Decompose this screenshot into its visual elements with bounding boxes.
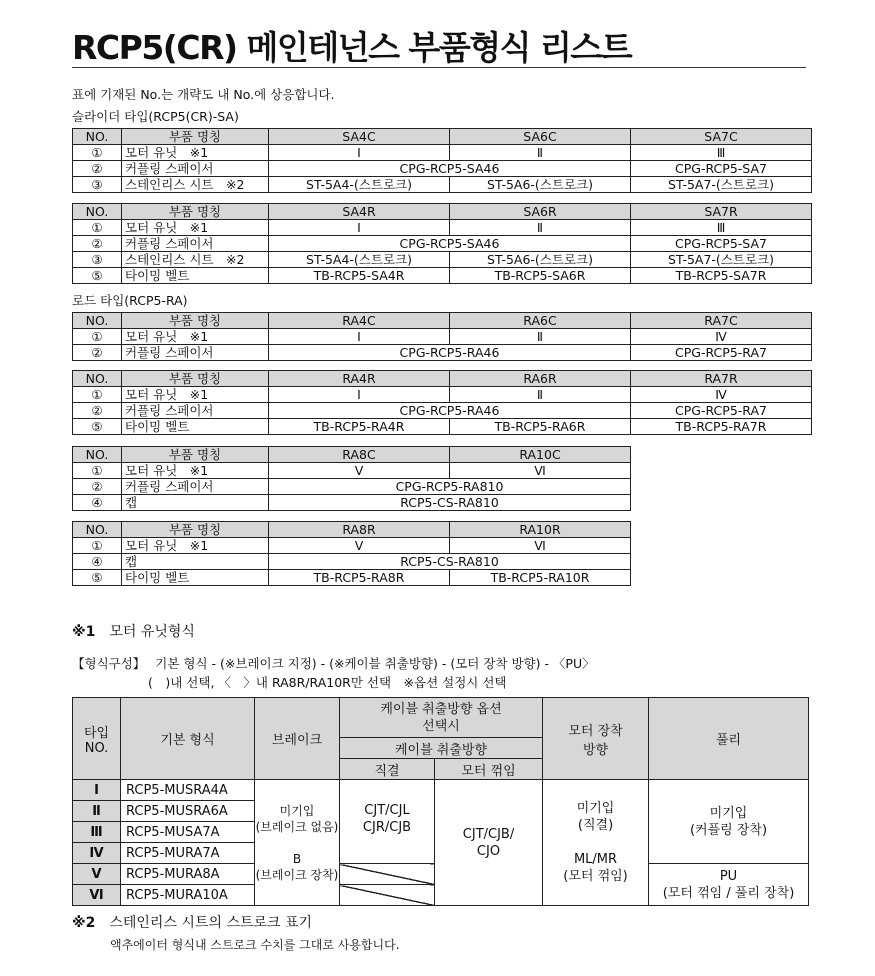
col-header-no: NO. bbox=[73, 313, 122, 329]
parts-table bbox=[72, 312, 812, 361]
group-label-rod: 로드 타입(RCP5-RA) bbox=[72, 293, 188, 308]
config-formula: 기본 형식 - (※브레이크 지정) - (※케이블 취출방향) - (모터 장착 방향) - 〈PU〉 bbox=[155, 656, 595, 671]
part-name: 캡 bbox=[122, 554, 269, 570]
pulley-pu-cell: PU (모터 꺾임 / 풀리 장착) bbox=[649, 864, 809, 906]
part-code: TB-RCP5-RA6R bbox=[450, 419, 631, 435]
part-name: 스테인리스 시트 ※2 bbox=[122, 252, 269, 268]
config-label: 【형식구성】 bbox=[72, 656, 146, 671]
row-number: ① bbox=[73, 463, 122, 479]
part-code: ST-5A7-(스트로크) bbox=[631, 177, 812, 193]
part-name: 커플링 스페이서 bbox=[122, 479, 269, 495]
row-number: ② bbox=[73, 161, 122, 177]
col-header-model: RA10C bbox=[450, 447, 631, 463]
basic-model: RCP5-MUSRA4A bbox=[121, 780, 255, 801]
type-no: Ⅲ bbox=[73, 822, 121, 843]
motor-mark: ※1 bbox=[72, 624, 96, 640]
part-code: Ⅱ bbox=[450, 329, 631, 345]
row-number: ① bbox=[73, 220, 122, 236]
row-number: ④ bbox=[73, 554, 122, 570]
part-code: Ⅳ bbox=[631, 329, 812, 345]
table-row bbox=[73, 145, 812, 161]
parts-table bbox=[72, 370, 812, 435]
table-row bbox=[73, 479, 631, 495]
col-header-part-name: 부품 명칭 bbox=[122, 371, 269, 387]
part-code: CPG-RCP5-RA46 bbox=[269, 403, 631, 419]
part-code: Ⅰ bbox=[269, 220, 450, 236]
part-code: Ⅰ bbox=[269, 145, 450, 161]
part-name: 커플링 스페이서 bbox=[122, 236, 269, 252]
basic-model: RCP5-MUSRA6A bbox=[121, 801, 255, 822]
hdr-folded: 모터 꺾임 bbox=[435, 759, 543, 780]
type-no: Ⅱ bbox=[73, 801, 121, 822]
part-name: 모터 유닛 ※1 bbox=[122, 145, 269, 161]
part-code: Ⅴ bbox=[269, 538, 450, 554]
type-no: Ⅰ bbox=[73, 780, 121, 801]
table-row bbox=[73, 220, 812, 236]
hdr-type-no: 타입 NO. bbox=[73, 698, 121, 780]
col-header-no: NO. bbox=[73, 522, 122, 538]
part-name: 모터 유닛 ※1 bbox=[122, 463, 269, 479]
sheet-mark: ※2 bbox=[72, 915, 96, 931]
table-row bbox=[73, 345, 812, 361]
row-number: ⑤ bbox=[73, 419, 122, 435]
part-code: ST-5A4-(스트로크) bbox=[269, 177, 450, 193]
basic-model: RCP5-MURA7A bbox=[121, 843, 255, 864]
page-title: RCP5(CR) 메인테넌스 부품형식 리스트 bbox=[72, 28, 632, 67]
part-name: 캡 bbox=[122, 495, 269, 511]
part-name: 모터 유닛 ※1 bbox=[122, 387, 269, 403]
col-header-model: RA8R bbox=[269, 522, 450, 538]
parts-table bbox=[72, 521, 631, 586]
col-header-model: RA7R bbox=[631, 371, 812, 387]
part-code: CPG-RCP5-SA7 bbox=[631, 236, 812, 252]
col-header-model: SA7C bbox=[631, 129, 812, 145]
part-code: Ⅵ bbox=[450, 463, 631, 479]
row-number: ② bbox=[73, 236, 122, 252]
part-code: TB-RCP5-RA7R bbox=[631, 419, 812, 435]
part-name: 모터 유닛 ※1 bbox=[122, 329, 269, 345]
part-code: CPG-RCP5-RA46 bbox=[269, 345, 631, 361]
table-row bbox=[73, 495, 631, 511]
part-code: Ⅳ bbox=[631, 387, 812, 403]
table-row bbox=[73, 554, 631, 570]
col-header-no: NO. bbox=[73, 371, 122, 387]
col-header-model: SA7R bbox=[631, 204, 812, 220]
row-number: ① bbox=[73, 145, 122, 161]
part-name: 커플링 스페이서 bbox=[122, 403, 269, 419]
col-header-no: NO. bbox=[73, 204, 122, 220]
table-row bbox=[73, 570, 631, 586]
hdr-pulley: 풀리 bbox=[649, 698, 809, 780]
part-name: 커플링 스페이서 bbox=[122, 345, 269, 361]
part-code: Ⅱ bbox=[450, 145, 631, 161]
not-applicable-cell bbox=[340, 885, 435, 906]
col-header-model: RA4R bbox=[269, 371, 450, 387]
part-name: 모터 유닛 ※1 bbox=[122, 538, 269, 554]
part-code: Ⅴ bbox=[269, 463, 450, 479]
part-code: CPG-RCP5-SA46 bbox=[269, 236, 631, 252]
sheet-section-title: 스테인리스 시트의 스트로크 표기 bbox=[109, 915, 313, 931]
motor-section-title: 모터 유닛형식 bbox=[109, 624, 195, 640]
part-name: 모터 유닛 ※1 bbox=[122, 220, 269, 236]
part-name: 타이밍 벨트 bbox=[122, 419, 269, 435]
row-number: ⑤ bbox=[73, 268, 122, 284]
motor-section-heading bbox=[72, 621, 195, 641]
table-row bbox=[73, 538, 631, 554]
table-row bbox=[73, 236, 812, 252]
mount-cell: 미기입 (직결) ML/MR (모터 꺾임) bbox=[543, 780, 649, 906]
col-header-no: NO. bbox=[73, 129, 122, 145]
row-number: ② bbox=[73, 345, 122, 361]
row-number: ② bbox=[73, 479, 122, 495]
part-code: CPG-RCP5-RA810 bbox=[269, 479, 631, 495]
part-code: ST-5A4-(스트로크) bbox=[269, 252, 450, 268]
row-number: ① bbox=[73, 538, 122, 554]
row-number: ③ bbox=[73, 177, 122, 193]
straight-cell: CJT/CJL CJR/CJB bbox=[340, 780, 435, 864]
col-header-part-name: 부품 명칭 bbox=[122, 129, 269, 145]
row-number: ① bbox=[73, 387, 122, 403]
col-header-model: RA6C bbox=[450, 313, 631, 329]
part-code: TB-RCP5-SA7R bbox=[631, 268, 812, 284]
col-header-no: NO. bbox=[73, 447, 122, 463]
hdr-cable-option: 케이블 취출방향 옵션 선택시 bbox=[340, 698, 543, 738]
part-code: CPG-RCP5-SA46 bbox=[269, 161, 631, 177]
part-code: Ⅵ bbox=[450, 538, 631, 554]
parts-table bbox=[72, 446, 631, 511]
type-no: Ⅳ bbox=[73, 843, 121, 864]
type-no: Ⅴ bbox=[73, 864, 121, 885]
part-code: TB-RCP5-RA10R bbox=[450, 570, 631, 586]
row-number: ② bbox=[73, 403, 122, 419]
part-code: ST-5A6-(스트로크) bbox=[450, 252, 631, 268]
col-header-model: RA6R bbox=[450, 371, 631, 387]
row-number: ① bbox=[73, 329, 122, 345]
title-divider bbox=[72, 67, 806, 68]
col-header-model: SA4C bbox=[269, 129, 450, 145]
table-row bbox=[73, 463, 631, 479]
basic-model: RCP5-MURA10A bbox=[121, 885, 255, 906]
part-code: Ⅲ bbox=[631, 145, 812, 161]
col-header-model: SA4R bbox=[269, 204, 450, 220]
col-header-part-name: 부품 명칭 bbox=[122, 522, 269, 538]
part-name: 타이밍 벨트 bbox=[122, 570, 269, 586]
part-code: CPG-RCP5-SA7 bbox=[631, 161, 812, 177]
basic-model: RCP5-MUSA7A bbox=[121, 822, 255, 843]
col-header-model: SA6R bbox=[450, 204, 631, 220]
hdr-cable-dir: 케이블 취출방향 bbox=[340, 738, 543, 759]
part-code: Ⅰ bbox=[269, 329, 450, 345]
parts-table bbox=[72, 203, 812, 284]
parts-table bbox=[72, 128, 812, 193]
col-header-model: RA4C bbox=[269, 313, 450, 329]
table-row bbox=[73, 419, 812, 435]
part-code: ST-5A7-(스트로크) bbox=[631, 252, 812, 268]
col-header-part-name: 부품 명칭 bbox=[122, 447, 269, 463]
folded-cell: CJT/CJB/ CJO bbox=[435, 780, 543, 906]
part-code: CPG-RCP5-RA7 bbox=[631, 345, 812, 361]
col-header-model: RA10R bbox=[450, 522, 631, 538]
part-name: 스테인리스 시트 ※2 bbox=[122, 177, 269, 193]
part-name: 커플링 스페이서 bbox=[122, 161, 269, 177]
sheet-section-heading bbox=[72, 912, 312, 932]
hdr-straight: 직결 bbox=[340, 759, 435, 780]
brake-cell: 미기입 (브레이크 없음) B (브레이크 장착) bbox=[255, 780, 340, 906]
table-row bbox=[73, 403, 812, 419]
part-code: Ⅱ bbox=[450, 387, 631, 403]
basic-model: RCP5-MURA8A bbox=[121, 864, 255, 885]
table-row bbox=[73, 252, 812, 268]
table-row bbox=[73, 387, 812, 403]
part-code: TB-RCP5-SA6R bbox=[450, 268, 631, 284]
col-header-part-name: 부품 명칭 bbox=[122, 313, 269, 329]
hdr-brake: 브레이크 bbox=[255, 698, 340, 780]
table-row bbox=[73, 177, 812, 193]
config-line-1 bbox=[72, 654, 595, 672]
col-header-model: SA6C bbox=[450, 129, 631, 145]
part-code: TB-RCP5-RA4R bbox=[269, 419, 450, 435]
table-row bbox=[73, 161, 812, 177]
part-code: Ⅰ bbox=[269, 387, 450, 403]
not-applicable-cell bbox=[340, 864, 435, 885]
group-label-slider: 슬라이더 타입(RCP5(CR)-SA) bbox=[72, 109, 239, 124]
row-number: ④ bbox=[73, 495, 122, 511]
hdr-mount: 모터 장착 방향 bbox=[543, 698, 649, 780]
col-header-model: RA8C bbox=[269, 447, 450, 463]
table-row bbox=[73, 268, 812, 284]
motor-unit-table bbox=[72, 697, 809, 906]
hdr-basic: 기본 형식 bbox=[121, 698, 255, 780]
table-row bbox=[73, 329, 812, 345]
pulley-none-cell: 미기입 (커플링 장착) bbox=[649, 780, 809, 864]
part-code: TB-RCP5-SA4R bbox=[269, 268, 450, 284]
col-header-part-name: 부품 명칭 bbox=[122, 204, 269, 220]
part-code: RCP5-CS-RA810 bbox=[269, 495, 631, 511]
part-code: RCP5-CS-RA810 bbox=[269, 554, 631, 570]
sheet-desc: 액추에이터 형식내 스트로크 수치를 그대로 사용합니다. bbox=[110, 938, 400, 952]
part-code: CPG-RCP5-RA7 bbox=[631, 403, 812, 419]
part-name: 타이밍 벨트 bbox=[122, 268, 269, 284]
intro-note: 표에 기재된 No.는 개략도 내 No.에 상응합니다. bbox=[72, 87, 335, 102]
part-code: ST-5A6-(스트로크) bbox=[450, 177, 631, 193]
type-no: Ⅵ bbox=[73, 885, 121, 906]
part-code: Ⅲ bbox=[631, 220, 812, 236]
col-header-model: RA7C bbox=[631, 313, 812, 329]
part-code: Ⅱ bbox=[450, 220, 631, 236]
row-number: ③ bbox=[73, 252, 122, 268]
part-code: TB-RCP5-RA8R bbox=[269, 570, 450, 586]
config-line-2: ( )내 선택, 〈 〉내 RA8R/RA10R만 선택 ※옵션 설정시 선택 bbox=[148, 675, 507, 690]
row-number: ⑤ bbox=[73, 570, 122, 586]
